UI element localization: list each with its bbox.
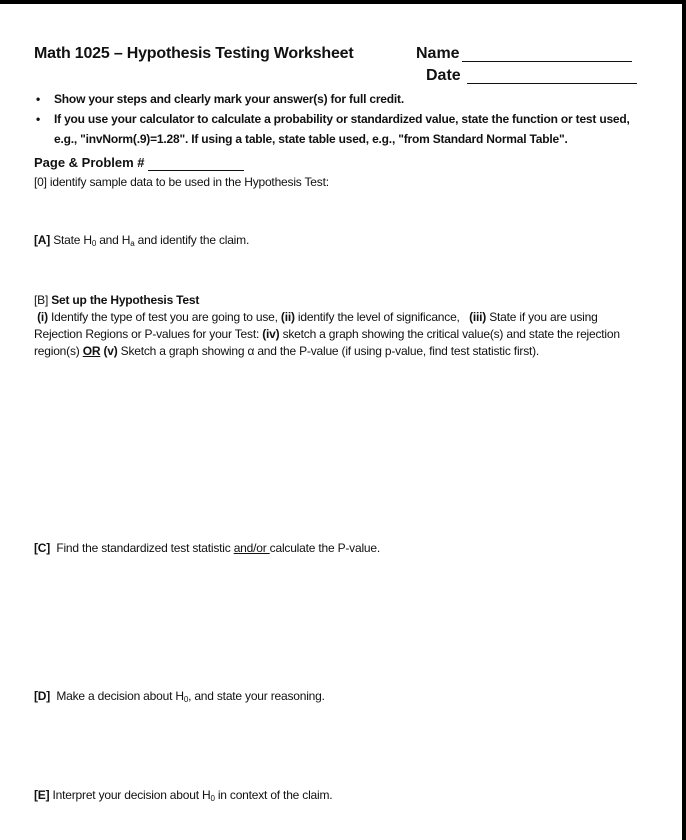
step-e-tag: [E] bbox=[34, 788, 50, 802]
step-e-text: in context of the claim. bbox=[214, 788, 333, 802]
instructions-list bbox=[34, 89, 654, 149]
step-a-text: and identify the claim. bbox=[134, 233, 250, 247]
part-iv-text: sketch a graph showing the critical value(s) and state the rejection region(s) bbox=[34, 327, 620, 358]
step-b-title: Set up the Hypothesis Test bbox=[51, 293, 200, 307]
date-blank-line[interactable] bbox=[467, 83, 637, 84]
step-a-tag: [A] bbox=[34, 233, 51, 247]
top-border bbox=[0, 0, 686, 4]
step-a-text: State H bbox=[53, 233, 92, 247]
bullet-icon: • bbox=[36, 92, 41, 106]
part-ii-tag: (ii) bbox=[280, 310, 295, 324]
step-d-tag: [D] bbox=[34, 689, 51, 703]
part-v-tag: (v) bbox=[103, 344, 118, 358]
part-i-text: Identify the type of test you are going to use, bbox=[47, 310, 281, 324]
page-problem-label: Page & Problem # bbox=[34, 155, 145, 170]
subscript: 0 bbox=[183, 695, 189, 704]
step-a-text: and H bbox=[96, 233, 131, 247]
step-e-text: Interpret your decision about H bbox=[49, 788, 211, 802]
part-i-tag: (i) bbox=[37, 310, 48, 324]
step-c-underlined: and/or bbox=[233, 541, 270, 555]
step-b-heading bbox=[34, 293, 199, 307]
name-blank-line[interactable] bbox=[462, 61, 632, 62]
bullet-icon: • bbox=[36, 112, 41, 126]
instruction-item bbox=[34, 109, 654, 149]
part-iii-tag: (iii) bbox=[469, 310, 487, 324]
step-b-tag: [B] bbox=[34, 293, 49, 307]
worksheet-title: Math 1025 – Hypothesis Testing Worksheet bbox=[34, 45, 354, 62]
page-problem-blank-line[interactable] bbox=[148, 170, 244, 171]
subscript: a bbox=[130, 239, 135, 248]
or-text: OR bbox=[82, 344, 101, 358]
step-b-body bbox=[34, 309, 646, 360]
instruction-item bbox=[34, 89, 654, 109]
step-c-text: calculate the P-value. bbox=[269, 541, 381, 555]
part-iv-tag: (iv) bbox=[262, 327, 280, 341]
step-d bbox=[34, 689, 325, 704]
subscript: 0 bbox=[91, 239, 97, 248]
step-0 bbox=[34, 175, 329, 189]
part-ii-text: identify the level of significance, bbox=[294, 310, 470, 324]
subscript: 0 bbox=[210, 794, 215, 803]
instruction-text: If you use your calculator to calculate a probability or standardized value, state the function or test used, e.g., "invNorm(.9)=1.28". If using a table, state table used, e.g., "from Standard Normal Table". bbox=[54, 112, 630, 146]
step-c bbox=[34, 541, 380, 555]
step-c-text: Find the standardized test statistic bbox=[50, 541, 234, 555]
step-e bbox=[34, 788, 332, 803]
step-a bbox=[34, 233, 249, 248]
step-0-text: identify sample data to be used in the Hypothesis Test: bbox=[49, 175, 329, 189]
right-border bbox=[682, 0, 686, 840]
name-label: Name bbox=[416, 45, 460, 62]
step-d-text: Make a decision about H bbox=[50, 689, 184, 703]
part-v-text: Sketch a graph showing α and the P-value (if using p-value, find test statistic first). bbox=[117, 344, 540, 358]
instruction-text: Show your steps and clearly mark your answer(s) for full credit. bbox=[54, 92, 404, 106]
part-iii-text: State if you are using Rejection Regions or P-values for your Test: bbox=[34, 310, 598, 341]
step-c-tag: [C] bbox=[34, 541, 51, 555]
step-d-text: , and state your reasoning. bbox=[188, 689, 325, 703]
step-0-tag: [0] bbox=[34, 175, 47, 189]
date-label: Date bbox=[426, 67, 461, 84]
